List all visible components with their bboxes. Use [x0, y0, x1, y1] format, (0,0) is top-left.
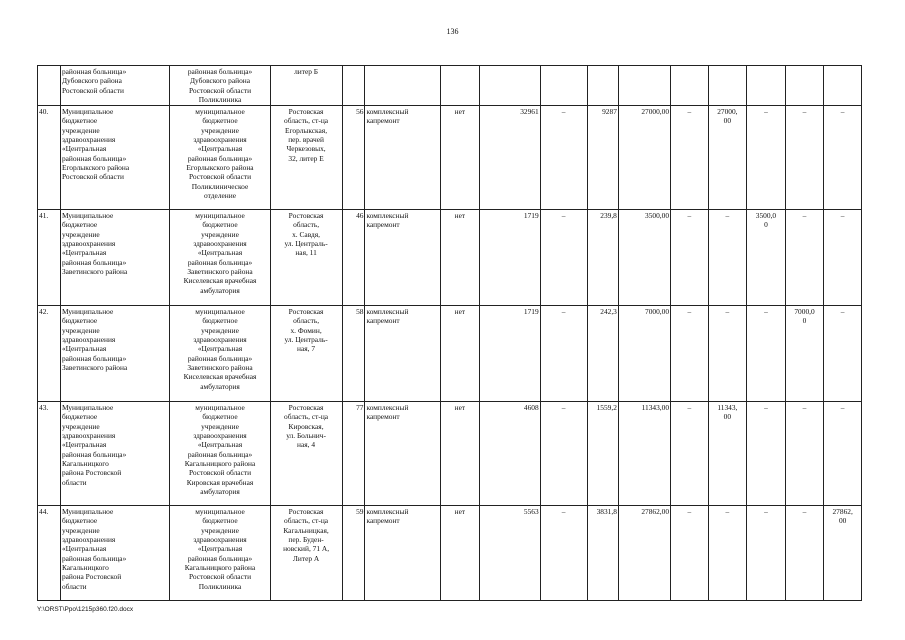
work-type	[365, 66, 440, 106]
institution-name: Муниципальное бюджетное учреждение здравоохранения «Центральная районная больница» Егорлыкского района Ростовской области	[60, 106, 170, 210]
object-address: литер Б	[270, 66, 342, 106]
year-cell: –	[824, 306, 862, 402]
year-cell: –	[708, 210, 747, 306]
object-name: муниципальное бюджетное учреждение здравоохранения «Центральная районная больница» Кагальницкого района Ростовской области Поликлиника	[170, 506, 270, 601]
yes-no-cell: нет	[440, 306, 480, 402]
year-cell: 7000,0 0	[785, 306, 824, 402]
object-address: Ростовская область, ст-ца Кировская, ул. Больнич- ная, 4	[270, 402, 342, 506]
row-number: 40.	[38, 106, 61, 210]
area-cell: 1719	[480, 306, 540, 402]
value-cell: 1559,2	[587, 402, 618, 506]
value-cell	[587, 66, 618, 106]
row-number: 44.	[38, 506, 61, 601]
area-cell: 32961	[480, 106, 540, 210]
year-cell: –	[747, 106, 786, 210]
year-cell: –	[824, 402, 862, 506]
year-cell: –	[671, 306, 709, 402]
year-cell: –	[785, 106, 824, 210]
year-cell: –	[824, 106, 862, 210]
row-number	[38, 66, 61, 106]
code-cell: 77	[342, 402, 365, 506]
year-cell	[785, 66, 824, 106]
object-name: муниципальное бюджетное учреждение здравоохранения «Центральная районная больница» Егорлыкского района Ростовской области Поликлиническое отделение	[170, 106, 270, 210]
object-address: Ростовская область, х. Савдя, ул. Централь- ная, 11	[270, 210, 342, 306]
year-cell: –	[671, 402, 709, 506]
value-cell: –	[540, 306, 587, 402]
table-row	[38, 106, 862, 210]
object-address: Ростовская область, ст-ца Егорлыкская, пер. врачей Черкезовых, 32, литер Е	[270, 106, 342, 210]
table-row	[38, 506, 862, 601]
page-number: 136	[446, 27, 459, 36]
year-cell: 3500,0 0	[747, 210, 786, 306]
area-cell: 1719	[480, 210, 540, 306]
year-cell	[824, 66, 862, 106]
object-name: муниципальное бюджетное учреждение здравоохранения «Центральная районная больница» Заветинского района Киселевская врачебная амбулатория	[170, 210, 270, 306]
year-cell: –	[785, 506, 824, 601]
area-cell: 5563	[480, 506, 540, 601]
value-cell: 3831,8	[587, 506, 618, 601]
total-cost: 7000,00	[618, 306, 670, 402]
year-cell: –	[708, 506, 747, 601]
year-cell: –	[671, 106, 709, 210]
year-cell: –	[708, 306, 747, 402]
table-row	[38, 402, 862, 506]
year-cell: 27000, 00	[708, 106, 747, 210]
table-row	[38, 66, 862, 106]
value-cell: –	[540, 106, 587, 210]
row-number: 43.	[38, 402, 61, 506]
row-number: 42.	[38, 306, 61, 402]
work-type: комплексный капремонт	[365, 306, 440, 402]
table-row	[38, 306, 862, 402]
object-name: муниципальное бюджетное учреждение здравоохранения «Центральная районная больница» Кагальницкого района Ростовской области Кировская врачебная амбулатория	[170, 402, 270, 506]
year-cell	[671, 66, 709, 106]
yes-no-cell: нет	[440, 506, 480, 601]
area-cell: 4608	[480, 402, 540, 506]
yes-no-cell: нет	[440, 402, 480, 506]
institution-name: Муниципальное бюджетное учреждение здравоохранения «Центральная районная больница» Кагальницкого района Ростовской области	[60, 402, 170, 506]
value-cell	[540, 66, 587, 106]
code-cell: 59	[342, 506, 365, 601]
institution-name: Муниципальное бюджетное учреждение здравоохранения «Центральная районная больница» Заветинского района	[60, 210, 170, 306]
year-cell: 27862, 00	[824, 506, 862, 601]
year-cell: –	[671, 506, 709, 601]
institution-name: Муниципальное бюджетное учреждение здравоохранения «Центральная районная больница» Заветинского района	[60, 306, 170, 402]
total-cost	[618, 66, 670, 106]
file-path: Y:\ORST\Ppo\1215p360.f20.docx	[37, 606, 134, 613]
year-cell	[747, 66, 786, 106]
object-address: Ростовская область, ст-ца Кагальницкая, пер. Буден- новский, 71 А, Литер А	[270, 506, 342, 601]
row-number: 41.	[38, 210, 61, 306]
code-cell: 56	[342, 106, 365, 210]
value-cell: 239,8	[587, 210, 618, 306]
total-cost: 27862,00	[618, 506, 670, 601]
year-cell: 11343, 00	[708, 402, 747, 506]
object-name: районная больница» Дубовского района Ростовской области Поликлиника	[170, 66, 270, 106]
yes-no-cell: нет	[440, 210, 480, 306]
year-cell: –	[824, 210, 862, 306]
object-name: муниципальное бюджетное учреждение здравоохранения «Центральная районная больница» Заветинского района Киселевская врачебная амбулатория	[170, 306, 270, 402]
year-cell: –	[747, 402, 786, 506]
year-cell: –	[747, 506, 786, 601]
yes-no-cell	[440, 66, 480, 106]
work-type: комплексный капремонт	[365, 210, 440, 306]
total-cost: 11343,00	[618, 402, 670, 506]
value-cell: –	[540, 506, 587, 601]
work-type: комплексный капремонт	[365, 106, 440, 210]
capital-repair-table	[37, 65, 862, 601]
institution-name: районная больница» Дубовского района Ростовской области	[60, 66, 170, 106]
year-cell: –	[671, 210, 709, 306]
year-cell	[708, 66, 747, 106]
code-cell: 58	[342, 306, 365, 402]
work-type: комплексный капремонт	[365, 506, 440, 601]
value-cell: –	[540, 210, 587, 306]
code-cell	[342, 66, 365, 106]
total-cost: 27000,00	[618, 106, 670, 210]
object-address: Ростовская область, х. Фомин, ул. Централь- ная, 7	[270, 306, 342, 402]
year-cell: –	[785, 402, 824, 506]
year-cell: –	[785, 210, 824, 306]
yes-no-cell: нет	[440, 106, 480, 210]
institution-name: Муниципальное бюджетное учреждение здравоохранения «Центральная районная больница» Кагальницкого района Ростовской области	[60, 506, 170, 601]
work-type: комплексный капремонт	[365, 402, 440, 506]
value-cell: –	[540, 402, 587, 506]
value-cell: 242,3	[587, 306, 618, 402]
year-cell: –	[747, 306, 786, 402]
area-cell	[480, 66, 540, 106]
code-cell: 46	[342, 210, 365, 306]
total-cost: 3500,00	[618, 210, 670, 306]
table-row	[38, 210, 862, 306]
value-cell: 9287	[587, 106, 618, 210]
